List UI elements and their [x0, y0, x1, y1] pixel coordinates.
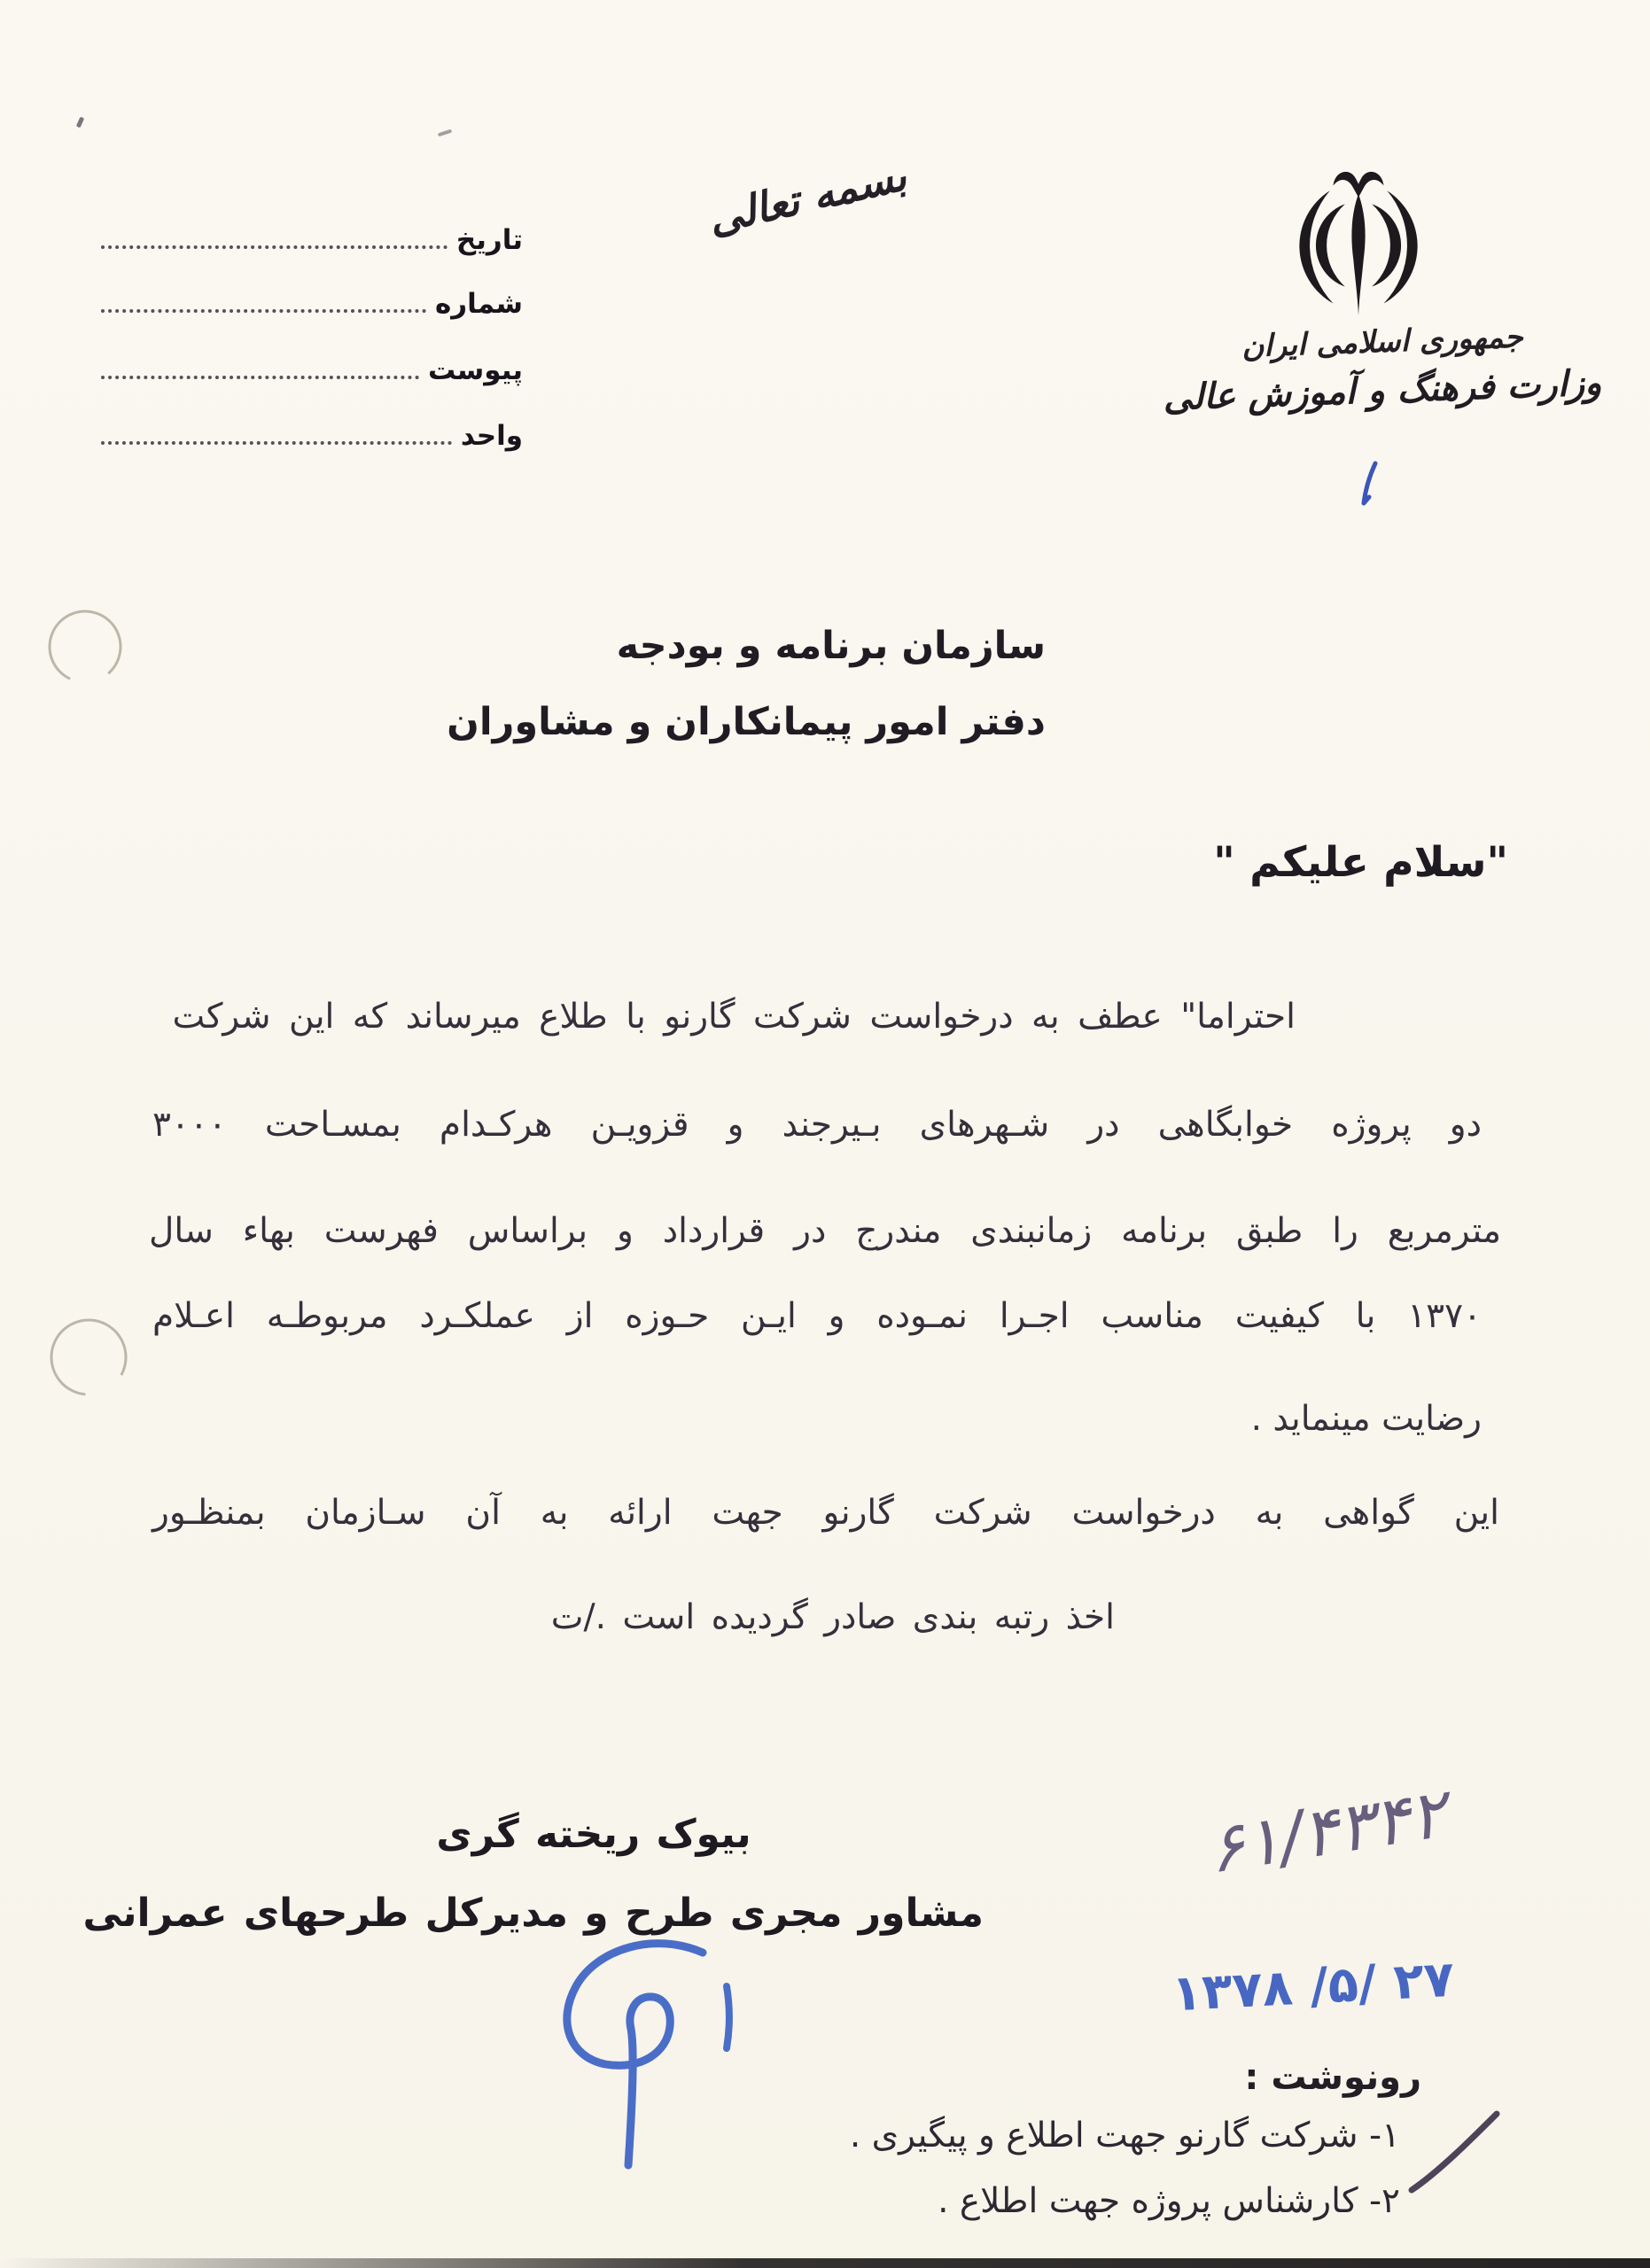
body-line-6: این گواهی به درخواست شرکت گارنو جهت ارائه به آن سـازمان بمنظـور — [152, 1493, 1499, 1533]
unit-field-row — [96, 407, 523, 453]
body-line-4: ۱۳۷۰ با کیفیت مناسب اجـرا نمـوده و ایـن حـوزه از عملکـرد مربوطـه اعـلام — [152, 1296, 1482, 1336]
signer-title: مشاور مجری طرح و مدیرکل طرحهای عمرانی — [82, 1891, 984, 1936]
unit-field-label: واحد — [460, 419, 523, 452]
ministry-title: وزارت فرهنگ و آموزش عالی — [1162, 362, 1603, 419]
body-line-1: احتراما" عطف به درخواست شرکت گارنو با طلاع میرساند که این شرکت — [172, 997, 1296, 1037]
signature-block — [82, 1795, 984, 1953]
body-line-3: مترمربع را طبق برنامه زمانبندی مندرج در قرارداد و براساس فهرست بهاء سال — [149, 1211, 1501, 1251]
body-line-5: رضایت مینماید . — [1250, 1399, 1482, 1439]
date-field-line — [101, 245, 448, 249]
scan-speck — [438, 129, 452, 137]
handwritten-reference-number: ۶۱/۴۳۴۲ — [1202, 1773, 1452, 1889]
bismillah-calligraphy: بسمه تعالی — [704, 151, 911, 245]
cc-item-1: ۱- شرکت گارنو جهت اطلاع و پیگیری . — [849, 2116, 1400, 2155]
republic-title: جمهوری اسلامی ایران — [1241, 319, 1524, 365]
signature-scribble-icon — [521, 1933, 751, 2181]
attachment-field-row — [96, 341, 523, 387]
blue-pen-tick-mark — [1358, 461, 1381, 507]
recipient-org: سازمان برنامه و بودجه — [616, 624, 1046, 668]
body-line-2: دو پروژه خوابگاهی در شـهرهای بـیرجند و قزویـن هرکـدام بمسـاحت ۳۰۰۰ — [152, 1105, 1482, 1145]
unit-field-line — [101, 441, 452, 445]
signer-name: بیوک ریخته گری — [436, 1812, 751, 1857]
date-field-label: تاریخ — [455, 223, 523, 256]
cc-item-2: ۲- کارشناس پروژه جهت اطلاع . — [938, 2181, 1400, 2221]
hole-punch-top — [44, 606, 126, 687]
number-field-line — [101, 309, 426, 313]
attachment-field-label: پیوست — [427, 353, 523, 386]
scan-edge-shadow — [0, 2258, 1650, 2268]
pen-check-stroke-icon — [1405, 2107, 1504, 2197]
hole-punch-bottom — [48, 1317, 129, 1398]
salutation: "سلام علیکم " — [1213, 838, 1508, 887]
number-field-label: شماره — [434, 287, 523, 320]
iran-national-emblem-icon — [1274, 159, 1443, 330]
scan-speck — [76, 117, 84, 128]
recipient-block — [447, 608, 1046, 760]
body-line-7: اخذ رتبه بندی صادر گردیده است ./ت — [550, 1597, 1115, 1637]
number-field-row — [96, 275, 523, 321]
recipient-office: دفتر امور پیمانکاران و مشاوران — [447, 700, 1046, 744]
date-field-row — [96, 211, 523, 257]
attachment-field-line — [101, 376, 419, 379]
received-date-stamp: ۱۳۷۸ /۵/ ۲۷ — [1170, 1950, 1456, 2023]
cc-heading: رونوشت : — [1244, 2057, 1421, 2098]
